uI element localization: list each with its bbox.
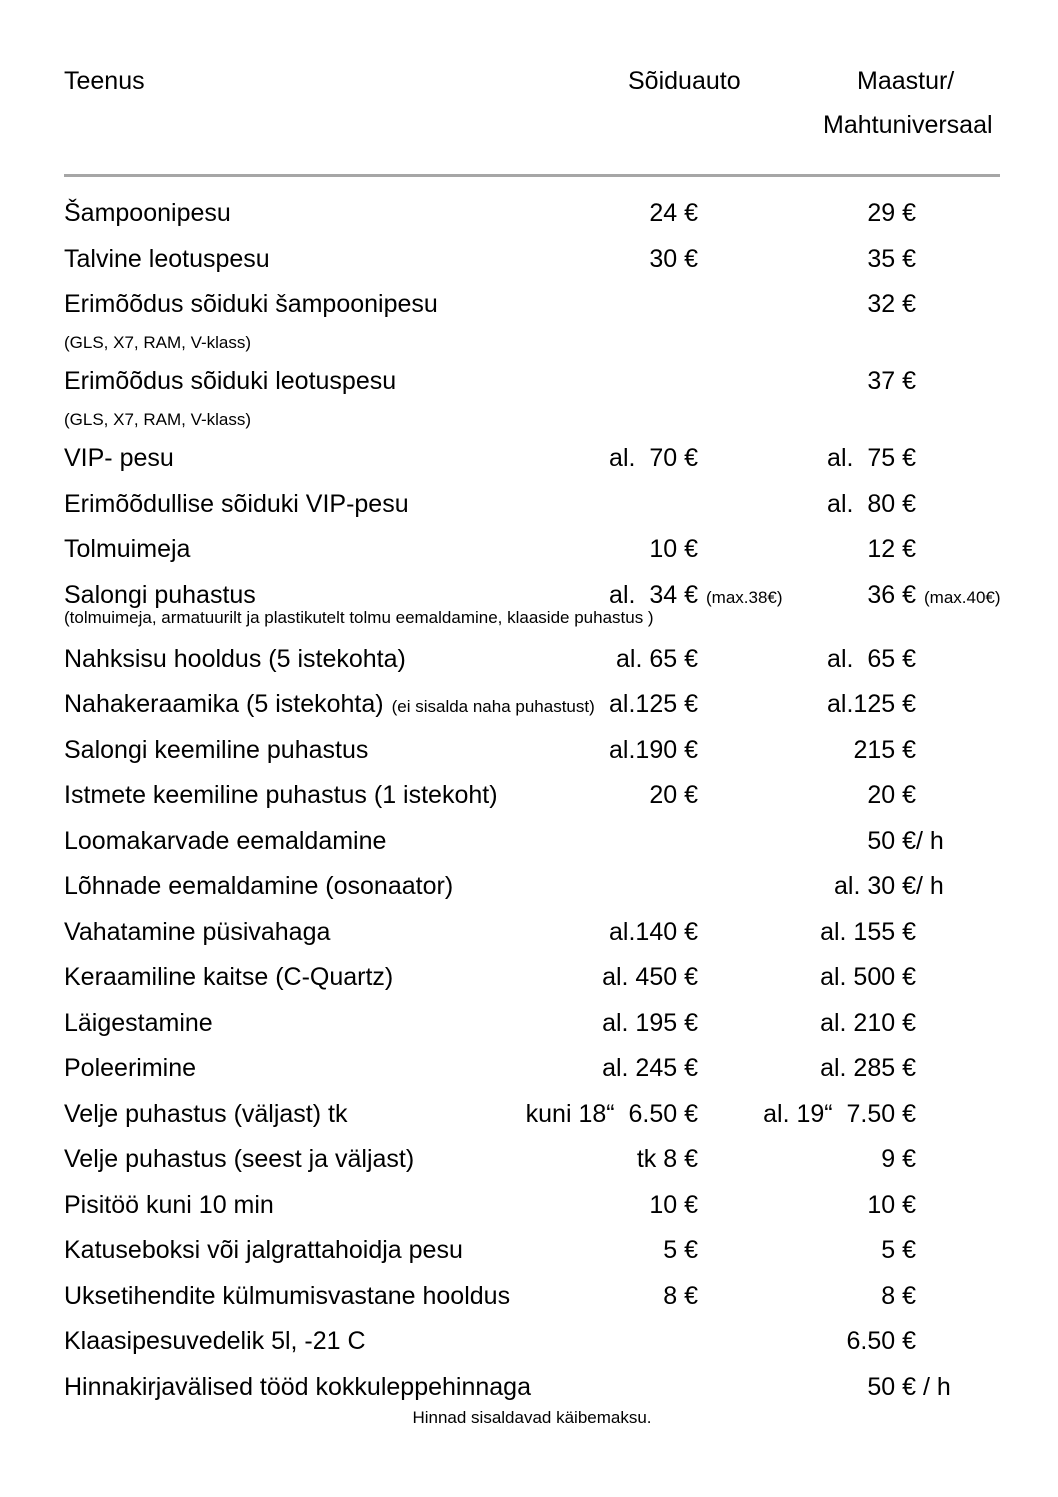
- price-value: 20 €: [649, 781, 698, 809]
- price-suv: [64, 1144, 916, 1175]
- table-row: [64, 1053, 1000, 1099]
- price-value: al. 80 €: [827, 489, 916, 518]
- service-subtext: (GLS, X7, RAM, V-klass): [64, 410, 252, 429]
- service-name: Loomakarvade eemaldamine: [64, 826, 387, 855]
- price-value: al.190 €: [609, 735, 698, 764]
- service-name: Erimõõdus sõiduki leotuspesu: [64, 367, 397, 395]
- price-value: 10 €: [867, 1190, 916, 1219]
- price-value: tk 8 €: [636, 1145, 698, 1173]
- service-name: Erimõõdus sõiduki šampoonipesu: [64, 290, 438, 318]
- table-row: [64, 962, 1000, 1008]
- price-value: 36 €: [867, 580, 916, 609]
- table-row: [64, 917, 1000, 963]
- table-row: [64, 644, 1000, 690]
- price-suv: [64, 1281, 916, 1312]
- service-subtext: (GLS, X7, RAM, V-klass): [64, 333, 252, 352]
- service-name: Velje puhastus (väljast) tk: [64, 1099, 348, 1128]
- price-value: al. 195 €: [602, 1008, 698, 1037]
- table-row: [64, 826, 1000, 872]
- price-value: al. 285 €: [820, 1054, 916, 1082]
- service-name: Klaasipesuvedelik 5l, -21 C: [64, 1327, 366, 1355]
- price-value: 10 €: [649, 1190, 698, 1219]
- price-value: 6.50 €: [846, 1327, 916, 1355]
- price-value: 5 €: [881, 1236, 916, 1264]
- table-row: [64, 198, 1000, 244]
- column-header-suv-line2: Mahtuniversaal: [823, 111, 993, 139]
- service-name: Uksetihendite külmumisvastane hooldus: [64, 1281, 511, 1310]
- price-value: 30 €: [649, 244, 698, 273]
- table-row: [64, 689, 1000, 735]
- service-name: Salongi keemiline puhastus: [64, 735, 369, 764]
- price-value: 10 €: [649, 535, 698, 563]
- column-header-service: Teenus: [64, 67, 145, 95]
- price-value: al. 210 €: [820, 1008, 916, 1037]
- price-value: 24 €: [649, 199, 698, 227]
- price-value: al. 30 €: [833, 872, 916, 900]
- table-row: [64, 443, 1000, 489]
- table-row: [64, 1235, 1000, 1281]
- price-suv: 50 € / h: [867, 826, 944, 855]
- service-name: Salongi puhastus: [64, 580, 256, 609]
- price-suv: [64, 1326, 916, 1357]
- price-suv: al. 30 € / h: [833, 872, 944, 900]
- price-car: al. 34 € (max.38€): [609, 580, 783, 609]
- table-row: [64, 489, 1000, 535]
- price-suv: [64, 198, 916, 229]
- price-value: 37 €: [867, 367, 916, 395]
- table-row: [64, 780, 1000, 826]
- price-value: al. 450 €: [602, 963, 698, 991]
- price-value: 32 €: [867, 290, 916, 318]
- price-value: al. 65 €: [827, 644, 916, 673]
- price-value: 50 €: [867, 1372, 916, 1401]
- service-name: Pisitöö kuni 10 min: [64, 1190, 274, 1219]
- table-row: [64, 735, 1000, 781]
- service-name: Tolmuimeja: [64, 535, 191, 563]
- table-row: [64, 1326, 1000, 1372]
- price-suv: [64, 366, 916, 397]
- service-name: Nahakeraamika (5 istekohta) (ei sisalda naha puhastust): [64, 690, 595, 718]
- table-row: [64, 871, 1000, 917]
- price-value: 8 €: [663, 1281, 698, 1310]
- service-name: VIP- pesu: [64, 444, 174, 472]
- service-name: Läigestamine: [64, 1008, 213, 1037]
- table-row: [64, 244, 1000, 290]
- service-name: Katuseboksi või jalgrattahoidja pesu: [64, 1236, 463, 1264]
- price-value: al.125 €: [609, 690, 698, 718]
- table-row: [64, 366, 1000, 443]
- price-suv: 50 € / h: [867, 1372, 951, 1401]
- service-name: Hinnakirjavälised tööd kokkuleppehinnaga: [64, 1372, 531, 1401]
- service-name: Lõhnade eemaldamine (osonaator): [64, 872, 454, 900]
- price-value: 215 €: [853, 735, 916, 764]
- service-name: Velje puhastus (seest ja väljast): [64, 1145, 415, 1173]
- price-value: al.140 €: [609, 917, 698, 946]
- table-row: [64, 1008, 1000, 1054]
- price-value: 35 €: [867, 244, 916, 273]
- table-row: [64, 1099, 1000, 1145]
- price-suv: [64, 244, 916, 275]
- price-value: al. 500 €: [820, 963, 916, 991]
- price-suv: [64, 443, 916, 474]
- column-header-suv-line1: Maastur/: [857, 67, 955, 95]
- price-suv: [64, 489, 916, 520]
- price-value: al.125 €: [827, 690, 916, 718]
- vat-note: Hinnad sisaldavad käibemaksu.: [412, 1408, 652, 1427]
- price-value: al. 19“ 7.50 €: [763, 1099, 916, 1128]
- price-value: 50 €: [867, 826, 916, 855]
- price-value: al. 65 €: [615, 644, 698, 673]
- service-name: Keraamiline kaitse (C-Quartz): [64, 963, 394, 991]
- service-subtext: (tolmuimeja, armatuurilt ja plastikutelt tolmu eemaldamine, klaaside puhastus ): [64, 607, 654, 627]
- price-value: kuni 18“ 6.50 €: [525, 1099, 698, 1128]
- price-value: al. 245 €: [602, 1054, 698, 1082]
- price-value: 29 €: [867, 199, 916, 227]
- price-suv: [64, 1190, 916, 1221]
- service-name: Talvine leotuspesu: [64, 244, 270, 273]
- price-table: [64, 198, 1000, 1417]
- price-value: al. 70 €: [609, 444, 698, 472]
- price-value: 12 €: [867, 535, 916, 563]
- service-name: Poleerimine: [64, 1054, 197, 1082]
- price-suv: [64, 1008, 916, 1039]
- service-name: Šampoonipesu: [64, 199, 231, 227]
- table-row: [64, 289, 1000, 366]
- price-value: al. 155 €: [820, 917, 916, 946]
- price-suv: [64, 1235, 916, 1266]
- price-suv: [64, 780, 916, 811]
- table-row: [64, 580, 1000, 644]
- price-suv: [64, 962, 916, 993]
- column-header-car: Sõiduauto: [628, 67, 741, 95]
- price-value: 5 €: [663, 1236, 698, 1264]
- price-suv: [64, 289, 916, 320]
- price-suv: [64, 1053, 916, 1084]
- price-suv: [64, 644, 916, 675]
- service-name: Vahatamine püsivahaga: [64, 917, 331, 946]
- price-suv: [64, 689, 916, 720]
- price-suv: [64, 1099, 916, 1130]
- header-divider: [64, 174, 1000, 177]
- price-value: al. 75 €: [827, 444, 916, 472]
- price-value: al. 34 €: [609, 580, 698, 609]
- service-inline-note: (ei sisalda naha puhastust): [391, 697, 595, 716]
- price-suv: [64, 534, 916, 565]
- price-suv: [64, 917, 916, 948]
- price-value: 9 €: [881, 1145, 916, 1173]
- table-row: [64, 1144, 1000, 1190]
- table-row: [64, 534, 1000, 580]
- table-row: [64, 1281, 1000, 1327]
- service-name: Istmete keemiline puhastus (1 istekoht): [64, 781, 498, 809]
- table-header: [64, 66, 1000, 176]
- table-row: [64, 1190, 1000, 1236]
- price-suv: 36 € (max.40€): [867, 580, 1001, 609]
- price-suv: [64, 735, 916, 766]
- price-value: 8 €: [881, 1281, 916, 1310]
- service-name: Erimõõdullise sõiduki VIP-pesu: [64, 489, 409, 518]
- service-name: Nahksisu hooldus (5 istekohta): [64, 644, 406, 673]
- price-value: 20 €: [867, 781, 916, 809]
